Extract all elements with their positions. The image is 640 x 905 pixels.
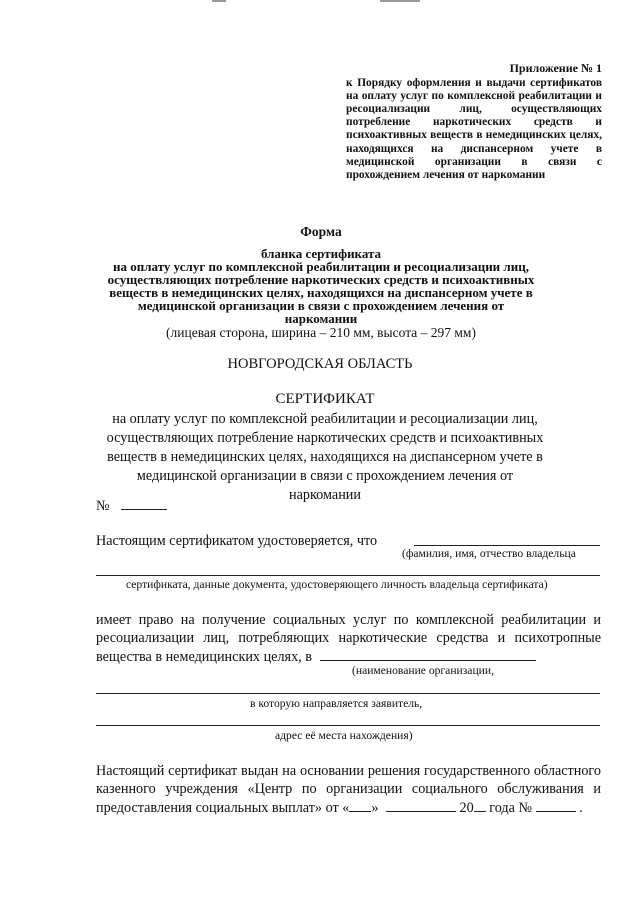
number-row xyxy=(96,496,167,516)
issued-paragraph xyxy=(96,762,601,817)
form-title-line: на оплату услуг по комплексной реабилитации и ресоциализации лиц, xyxy=(113,259,529,274)
certificate-line: осуществляющих потребление наркотических средств и психоактивных xyxy=(106,430,544,446)
form-subtitle: (лицевая сторона, ширина – 210 мм, высота – 297 мм) xyxy=(166,325,476,340)
day-field[interactable] xyxy=(349,798,371,812)
certificate-title: СЕРТИФИКАТ xyxy=(275,391,375,407)
issued-text: Настоящий сертификат выдан на основании решения государственного областного казенного учреждения «Центр по организации социального обслуживания и предоставления социальных выплат» от « xyxy=(96,763,601,816)
form-header xyxy=(90,225,552,341)
organization-hint: (наименование организации, xyxy=(352,664,494,677)
year-field[interactable] xyxy=(474,798,486,812)
right-paragraph xyxy=(96,611,601,666)
form-label: Форма xyxy=(300,224,342,239)
certificate-line: на оплату услуг по комплексной реабилитации и ресоциализации лиц, xyxy=(112,411,538,427)
scan-mark xyxy=(380,0,420,2)
owner-name-field[interactable] xyxy=(414,545,600,546)
applicant-hint: в которую направляется заявитель, xyxy=(250,697,423,710)
organization-line-2[interactable] xyxy=(96,693,600,694)
quote-close: » xyxy=(371,800,379,816)
appendix-block xyxy=(346,62,602,182)
certificate-line: медицинской организации в связи с прохождением лечения от наркомании xyxy=(136,468,514,503)
certificate-line: веществ в немедицинских целях, находящихся на диспансерном учете в xyxy=(107,449,543,465)
certifies-row xyxy=(96,532,377,551)
appendix-text: к Порядку оформления и выдачи сертификатов на оплату услуг по комплексной реабилитации и ресоциализации лиц, осуществляющих потребление наркотических средств и психоактивных веществ в немедицинских целях, находящихся на диспансерном учете в медицинской организации в связи с прохождением лечения от наркомании xyxy=(346,77,602,181)
month-field[interactable] xyxy=(386,798,456,812)
number-field[interactable] xyxy=(121,496,167,510)
form-title-line: бланка сертификата xyxy=(260,246,382,261)
right-text: имеет право на получение социальных услуг по комплексной реабилитации и ресоциализации лиц, потребляющих наркотические средства и психотропные вещества в немедицинских целях, в xyxy=(96,612,601,665)
organization-field[interactable] xyxy=(320,647,536,661)
scan-mark xyxy=(212,0,226,2)
decision-number-field[interactable] xyxy=(536,798,576,812)
form-title-line: веществ в немедицинских целях, находящихся на диспансерном учете в xyxy=(109,285,533,300)
number-label: № xyxy=(96,498,110,514)
region-name: НОВГОРОДСКАЯ ОБЛАСТЬ xyxy=(227,356,413,372)
owner-name-hint: (фамилия, имя, отчество владельца xyxy=(402,547,576,560)
form-title-line: осуществляющих потребление наркотических средств и психоактивных xyxy=(107,272,535,287)
appendix-title: Приложение № 1 xyxy=(509,61,602,75)
year-prefix: 20 xyxy=(459,800,474,816)
form-title-line: наркомании xyxy=(284,311,358,326)
address-hint: адрес её места нахождения) xyxy=(275,729,413,742)
owner-document-hint: сертификата, данные документа, удостоверяющего личность владельца сертификата) xyxy=(126,578,548,591)
certificate-heading xyxy=(100,390,550,505)
end-dot: . xyxy=(579,800,583,816)
owner-document-field[interactable] xyxy=(96,575,600,576)
form-title-line: медицинской организации в связи с прохождением лечения от xyxy=(137,298,505,313)
organization-line-3[interactable] xyxy=(96,725,600,726)
certifies-text: Настоящим сертификатом удостоверяется, что xyxy=(96,533,378,549)
year-suffix: года № xyxy=(489,800,532,816)
